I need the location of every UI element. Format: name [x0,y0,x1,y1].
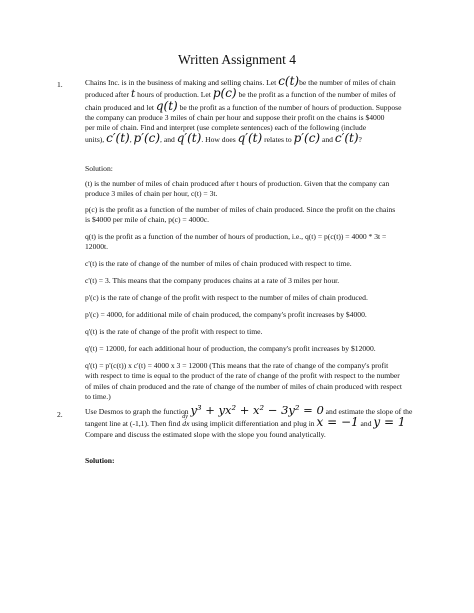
q1-line-3: chain produced and let q(t) be the profit as a function of the number of hours of production. Suppose [85,98,402,113]
q1-solution-label: Solution: [85,164,113,173]
q2-line-1: Use Desmos to graph the function y³ + yx² + x² − 3y² = 0 and estimate the slope of the [85,403,413,417]
question-2-text [85,405,415,440]
q1-line-5: per mile of chain. Find and interpret (use complete sentences) each of the following (include [85,123,367,133]
q1-answer-6: p'(c) is the rate of change of the profit with respect to the number of miles of chain produced. [85,293,368,302]
q2-line-3: Compare and discuss the estimated slope with the slope you found analytically. [85,429,326,439]
q1-answer-2: p(c) is the profit as a function of the number of miles of chain produced. Since the profit on the chains is $4000 per mile of chain, p(c) = 4000c. [85,205,396,225]
q1-answer-7: p'(c) = 4000, for additional mile of chain produced, the company's profit increases by $4000. [85,310,367,319]
q1-line-1: Chains Inc. is in the business of making and selling chains. Let c(t)be the number of miles of chain [85,74,396,88]
question-2-number: 2. [57,410,63,419]
page-title: Written Assignment 4 [178,52,296,67]
question-1-text [85,76,415,146]
q2-line-2: tangent line at (-1,1). Then find dy dx using implicit differentiation and plug in x = −1 and y = 1 [85,414,406,430]
q1-answer-3: q(t) is the profit as a function of the number of hours of production, i.e., q(t) = p(c(t)) = 4000 * 3t = 12000t. [85,232,387,252]
q1-line-4: the company can produce 3 miles of chain per hour and suppose their profit on the chains is $4000 [85,112,385,122]
question-1-number: 1. [57,80,63,89]
q1-answer-10: q'(t) = p'(c(t)) x c'(t) = 4000 x 3 = 12000 (This means that the rate of change of the company's profit with respect to time is equal to the product of the rate of change of the profit with respect to the number of miles of chain produced and the rate of change of the number of miles of chain produced with respect to time.) [85,361,402,401]
q1-answer-9: q'(t) = 12000, for each additional hour of production, the company's profit increases by $12000. [85,344,376,353]
q1-answer-4: c'(t) is the rate of change of the number of miles of chain produced with respect to time. [85,259,352,268]
q1-answer-8: q'(t) is the rate of change of the profit with respect to time. [85,327,263,336]
dy-dx-fraction: dy dx [182,414,190,429]
q2-solution-label: Solution: [85,456,115,465]
q1-line-2: produced after t hours of production. Let p(c) be the profit as a function of the number of miles of [85,86,396,101]
q1-line-6: units), c′(t), p′(c), and q′(t). How does q′(t) relates to p′(c) and c′(t)? [85,131,362,146]
q1-answer-5: c'(t) = 3. This means that the company produces chains at a rate of 3 miles per hour. [85,276,340,285]
q1-answer-1: (t) is the number of miles of chain produced after t hours of production. Given that the company can produce 3 miles of chain per hour, c(t) = 3t. [85,179,390,199]
